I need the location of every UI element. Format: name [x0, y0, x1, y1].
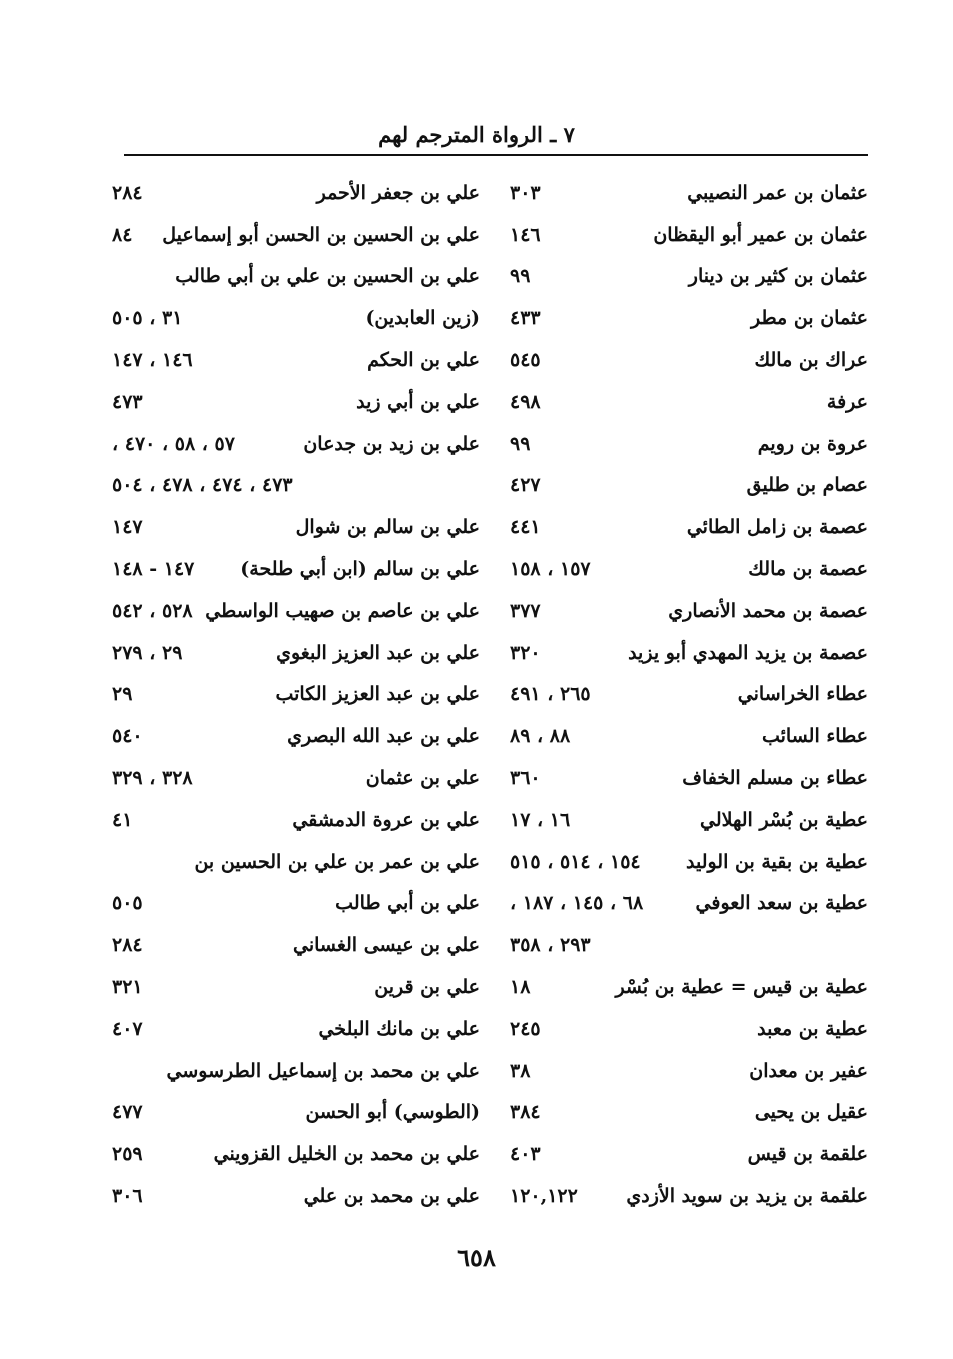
page-references: ١٥٧ ، ١٥٨ [510, 558, 591, 581]
index-entry [510, 256, 868, 298]
page-references: ٣٠٣ [510, 181, 541, 204]
index-entry [112, 966, 480, 1008]
narrator-name: علي بن الحكم [367, 349, 480, 372]
page-references: ٥٤٠ [112, 725, 143, 748]
page-references: ٥٧ ، ٥٨ ، ٤٧٠ ، [112, 432, 235, 455]
narrator-name: علي بن محمد بن علي [303, 1185, 480, 1208]
narrator-name: عطية بن قيس = عطية بن بُسْر [615, 976, 868, 999]
narrator-name: علي بن عاصم بن صهيب الواسطي [205, 599, 480, 622]
page-references: ١٢٠,١٢٢ [510, 1185, 578, 1208]
narrator-name: عطية بن معبد [757, 1017, 868, 1040]
narrator-name: علي بن سالم (ابن أبي طلحة) [240, 558, 480, 581]
index-entry [510, 924, 868, 966]
page-references: ٢٩ ، ٢٧٩ [112, 641, 183, 664]
narrator-name: عصمة بن مالك [748, 558, 868, 581]
index-entry [510, 715, 868, 757]
page-references: ٣١ ، ٥٠٥ [112, 307, 183, 330]
narrator-name: عثمان بن كثير بن دينار [688, 265, 868, 288]
page-references: ٣٢٨ ، ٣٢٩ [112, 767, 193, 790]
index-entry [510, 757, 868, 799]
index-entry [510, 883, 868, 925]
index-entry [112, 465, 480, 507]
narrator-name: علي بن مانك البلخي [318, 1017, 480, 1040]
narrator-name: عثمان بن مطر [750, 307, 868, 330]
narrator-name: علي بن زيد بن جدعان [303, 432, 480, 455]
narrator-name: عطية بن بُسْر الهلالي [700, 808, 868, 831]
index-entry [112, 1175, 480, 1217]
index-entry [510, 381, 868, 423]
narrator-name: علي بن عبد الله البصري [287, 725, 480, 748]
narrator-name: (زين العابدين) [365, 307, 480, 330]
narrator-name: علقمة بن قيس [747, 1143, 868, 1166]
page-references: ٣٠٦ [112, 1185, 143, 1208]
narrator-name: علي بن سالم بن شوال [295, 516, 480, 539]
index-entry [112, 1133, 480, 1175]
index-entry [510, 966, 868, 1008]
index-entry [510, 1008, 868, 1050]
index-entry [510, 423, 868, 465]
narrator-name: عصمة بن محمد الأنصاري [668, 599, 868, 622]
page-references: ٤١ [112, 808, 133, 831]
page-number: ٦٥٨ [457, 1243, 496, 1272]
page-header-title: ٧ ـ الرواة المترجم لهم [378, 122, 575, 147]
narrator-name: عطية بن سعد العوفي [695, 892, 868, 915]
narrator-name: عثمان بن عمير أبو اليقظان [653, 223, 868, 246]
narrator-name: عصام بن طليق [746, 474, 868, 497]
narrator-name: عطاء الخراساني [737, 683, 868, 706]
page-references: ٣٧٧ [510, 599, 541, 622]
narrator-name: علي بن الحسين بن علي بن أبي طالب [175, 265, 480, 288]
narrator-name: (الطوسي) أبو الحسن [305, 1101, 480, 1124]
index-entry [510, 674, 868, 716]
narrator-name: عطية بن بقية بن الوليد [685, 850, 868, 873]
narrator-name: علي بن محمد بن الخليل القزويني [213, 1143, 480, 1166]
page-references: ٢٤٥ [510, 1017, 541, 1040]
narrator-name: عراك بن مالك [754, 349, 868, 372]
page-references: ٢٩ [112, 683, 133, 706]
page-references: ١٤٧ [112, 516, 143, 539]
page-references: ٤٣٣ [510, 307, 541, 330]
page-references: ٢٨٤ [112, 181, 143, 204]
index-entry [510, 590, 868, 632]
index-entry [112, 297, 480, 339]
page-references: ١٤٦ [510, 223, 541, 246]
page-references: ٨٤ [112, 223, 133, 246]
narrator-name: علقمة بن يزيد بن سويد الأزدي [626, 1185, 868, 1208]
index-entry [112, 339, 480, 381]
page-references: ٤٧٣ ، ٤٧٤ ، ٤٧٨ ، ٥٠٤ [112, 474, 293, 497]
index-entry [112, 423, 480, 465]
narrator-name: عصمة بن يزيد المهدي أبو يزيد [628, 641, 868, 664]
narrator-name: علي بن عبد العزيز البغوي [276, 641, 480, 664]
page-references: ٢٦٥ ، ٤٩١ [510, 683, 591, 706]
index-entry [112, 715, 480, 757]
index-entry [510, 548, 868, 590]
index-entry [510, 632, 868, 674]
header-divider [124, 154, 868, 156]
page-references: ٥٠٥ [112, 892, 143, 915]
index-column-left [112, 172, 480, 1217]
page-references: ٣٢٠ [510, 641, 541, 664]
page-references: ٦٨ ، ١٤٥ ، ١٨٧ ، [510, 892, 644, 915]
page-references: ٤٧٣ [112, 390, 143, 413]
page-references: ٤٩٨ [510, 390, 541, 413]
index-entry [112, 1008, 480, 1050]
narrator-name: علي بن عروة الدمشقي [292, 808, 480, 831]
index-entry [112, 506, 480, 548]
narrator-name: عصمة بن زامل الطائي [686, 516, 868, 539]
page-references: ١٦ ، ١٧ [510, 808, 571, 831]
page-references: ١٤٧ - ١٤٨ [112, 558, 195, 581]
narrator-name: علي بن عثمان [365, 767, 480, 790]
page-references: ٩٩ [510, 265, 531, 288]
narrator-name: علي بن عيسى الغساني [292, 934, 480, 957]
narrator-name: علي بن محمد بن إسماعيل الطرسوسي [166, 1059, 480, 1082]
index-entry [510, 465, 868, 507]
narrator-name: علي بن جعفر الأحمر [316, 181, 480, 204]
index-entry [510, 799, 868, 841]
narrator-name: عثمان بن عمر النصيبي [687, 181, 868, 204]
index-column-right [510, 172, 868, 1217]
page-references: ١٨ [510, 976, 531, 999]
index-entry [112, 590, 480, 632]
narrator-name: علي بن أبي طالب [335, 892, 480, 915]
index-entry [112, 841, 480, 883]
narrator-name: عروة بن رويم [757, 432, 868, 455]
page-references: ٤٠٣ [510, 1143, 541, 1166]
index-entry [112, 381, 480, 423]
index-entry [112, 632, 480, 674]
index-entry [112, 674, 480, 716]
index-entry [112, 1092, 480, 1134]
index-entry [510, 841, 868, 883]
index-entry [112, 799, 480, 841]
page-references: ١٥٤ ، ٥١٤ ، ٥١٥ [510, 850, 641, 873]
index-entry [510, 1092, 868, 1134]
index-entry [510, 172, 868, 214]
page-references: ٢٨٤ [112, 934, 143, 957]
page-references: ٣٢١ [112, 976, 143, 999]
index-entry [112, 924, 480, 966]
narrator-name: عطاء السائب [761, 725, 868, 748]
page-references: ٤٢٧ [510, 474, 541, 497]
page-references: ٨٨ ، ٨٩ [510, 725, 571, 748]
page-references: ٩٩ [510, 432, 531, 455]
page-references: ٢٩٣ ، ٣٥٨ [510, 934, 591, 957]
page-references: ٢٥٩ [112, 1143, 143, 1166]
index-entry [510, 297, 868, 339]
narrator-name: عرفة [826, 390, 868, 413]
narrator-name: علي بن عمر بن علي بن الحسين بن [194, 850, 480, 873]
narrator-name: علي بن الحسين بن الحسن أبو إسماعيل [162, 223, 480, 246]
index-entry [112, 214, 480, 256]
narrator-name: عطاء بن مسلم الخفاف [682, 767, 868, 790]
page-references: ٤٠٧ [112, 1017, 143, 1040]
index-entry [510, 214, 868, 256]
narrator-name: علي بن أبي زيد [356, 390, 480, 413]
page-references: ٥٤٥ [510, 349, 541, 372]
index-entry [112, 548, 480, 590]
narrator-name: عقيل بن يحيى [754, 1101, 868, 1124]
page-references: ٥٢٨ ، ٥٤٢ [112, 599, 193, 622]
index-entry [510, 1133, 868, 1175]
page-references: ٤٤١ [510, 516, 541, 539]
index-entry [112, 757, 480, 799]
index-entry [510, 506, 868, 548]
page-references: ١٤٦ ، ١٤٧ [112, 349, 193, 372]
page-references: ٣٨٤ [510, 1101, 541, 1124]
index-entry [112, 256, 480, 298]
page-references: ٣٨ [510, 1059, 531, 1082]
index-entry [112, 172, 480, 214]
index-entry [112, 883, 480, 925]
index-entry [510, 339, 868, 381]
narrator-name: علي بن عبد العزيز الكاتب [275, 683, 480, 706]
index-entry [510, 1050, 868, 1092]
page-references: ٤٧٧ [112, 1101, 143, 1124]
index-entry [112, 1050, 480, 1092]
page-references: ٣٦٠ [510, 767, 541, 790]
index-entry [510, 1175, 868, 1217]
narrator-name: عفير بن معدان [749, 1059, 868, 1082]
narrator-name: علي بن قرين [374, 976, 480, 999]
